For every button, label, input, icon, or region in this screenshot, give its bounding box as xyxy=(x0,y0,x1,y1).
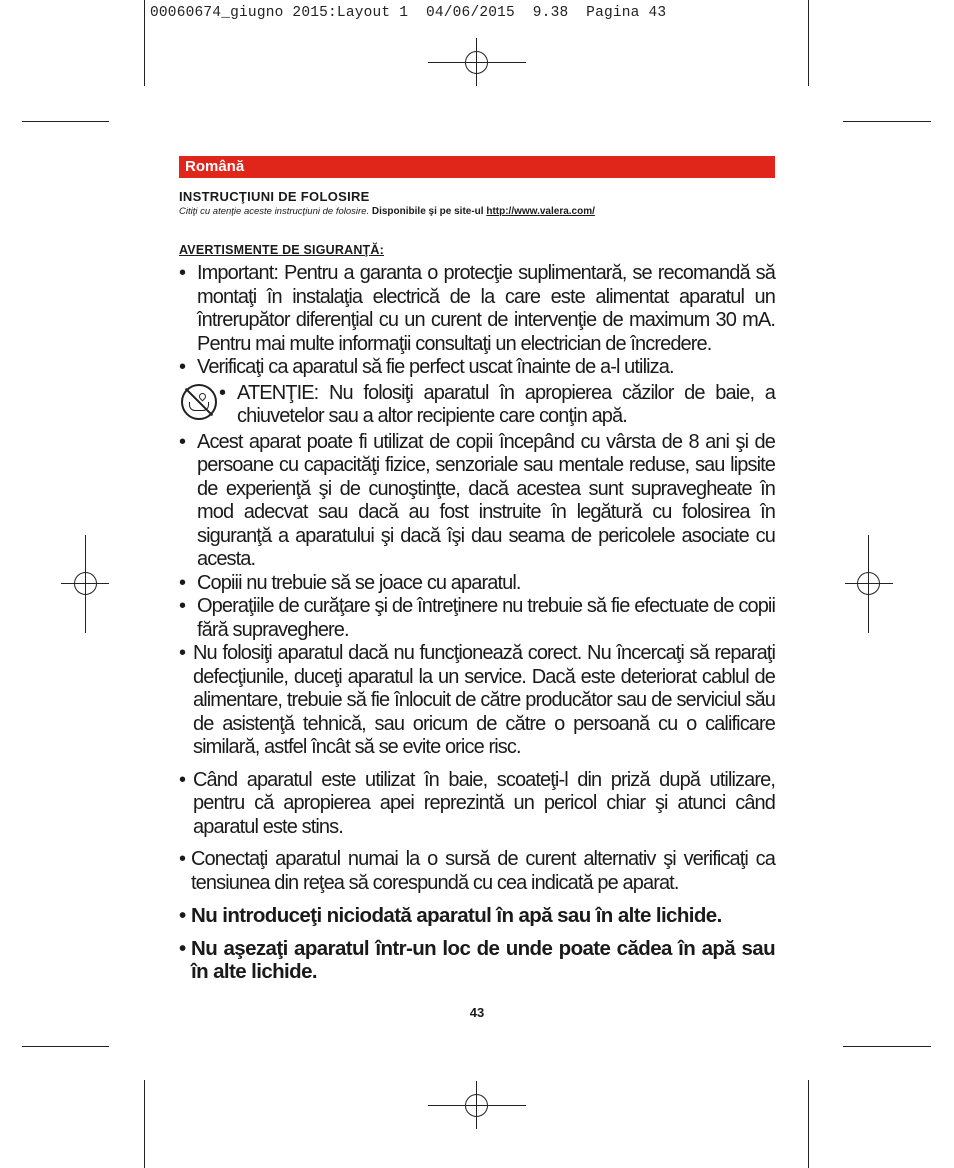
print-slug: 00060674_giugno 2015:Layout 1 04/06/2015 9.38 Pagina 43 xyxy=(150,5,667,21)
warning-item: • Important: Pentru a garanta o protecţie suplimentară, se recomandă să montaţi în instalaţia electrică de la care este alimentat aparatul un întrerupător diferenţial cu un curent de intervenţie de maximum 30 mA. Pentru mai multe informaţii consultaţi un electrician de încredere. xyxy=(179,262,775,356)
warnings-list xyxy=(179,262,775,984)
warning-item-bold: • Nu introduceţi niciodată aparatul în apă sau în alte lichide. xyxy=(179,904,775,928)
instructions-title: INSTRUCŢIUNI DE FOLOSIRE xyxy=(179,189,370,204)
registration-circle xyxy=(74,572,97,595)
crop-mark xyxy=(22,121,109,122)
crop-mark xyxy=(843,1046,931,1047)
page-number: 43 xyxy=(469,1005,485,1020)
instructions-note: Citiţi cu atenţie aceste instrucţiuni de folosire. xyxy=(179,206,370,217)
language-header: Română xyxy=(179,156,775,178)
no-water-bath-icon xyxy=(181,384,217,420)
available-text: Disponibile şi pe site-ul xyxy=(371,206,484,217)
crop-mark xyxy=(144,0,145,86)
warning-item: • Operaţiile de curăţare şi de întreţinere nu trebuie să fie efectuate de copii fără supraveghere. xyxy=(179,595,775,642)
crop-mark xyxy=(22,1046,109,1047)
crop-mark xyxy=(843,121,931,122)
crop-mark xyxy=(808,0,809,86)
warning-item-atentie xyxy=(179,382,775,429)
warning-item: • Nu folosiţi aparatul dacă nu funcţionează corect. Nu încercaţi să reparaţi defecţiunile, duceţi aparatul la un service. Dacă este deteriorat cablul de alimentare, trebuie să fie înlocuit de către producător sau de serviciul său de asistenţă tehnică, sau oricum de către o persoană cu o calificare similară, astfel încât să se evite orice risc. xyxy=(179,642,775,760)
crop-mark xyxy=(808,1080,809,1168)
registration-circle xyxy=(465,51,488,74)
warning-item-bold: • Nu aşezaţi aparatul într-un loc de unde poate cădea în apă sau în alte lichide. xyxy=(179,937,775,984)
warning-item: • Copiii nu trebuie să se joace cu aparatul. xyxy=(179,572,775,596)
crop-mark xyxy=(144,1080,145,1168)
warning-text: ATENŢIE: Nu folosiţi aparatul în apropierea căzilor de baie, a chiuvetelor sau a altor recipiente care conţin apă. xyxy=(237,381,775,427)
warning-item: • Acest aparat poate fi utilizat de copii începând cu vârsta de 8 ani şi de persoane cu capacităţi fizice, senzoriale sau mentale reduse, sau lipsite de experienţă şi de cunoştinţte, dacă acestea sunt supravegheate în mod adecvat sau dacă au fost instruite în legătură cu folosirea în siguranţă a aparatului şi dacă îşi dau seama de pericolele asociate cu acesta. xyxy=(179,431,775,572)
site-link[interactable]: http://www.valera.com/ xyxy=(486,206,595,217)
warning-item: • Conectaţi aparatul numai la o sursă de curent alternativ şi verificaţi ca tensiunea din reţea să corespundă cu cea indicată pe aparat. xyxy=(179,848,775,895)
warning-item: • Când aparatul este utilizat în baie, scoateţi-l din priză după utilizare, pentru că apropierea apei reprezintă un pericol chiar şi atunci când aparatul este stins. xyxy=(179,769,775,840)
warning-item: • Verificaţi ca aparatul să fie perfect uscat înainte de a-l utiliza. xyxy=(179,356,775,380)
registration-circle xyxy=(857,572,880,595)
warnings-title: AVERTISMENTE DE SIGURANŢĂ: xyxy=(179,243,384,257)
instructions-note-line xyxy=(179,206,595,217)
registration-circle xyxy=(465,1094,488,1117)
